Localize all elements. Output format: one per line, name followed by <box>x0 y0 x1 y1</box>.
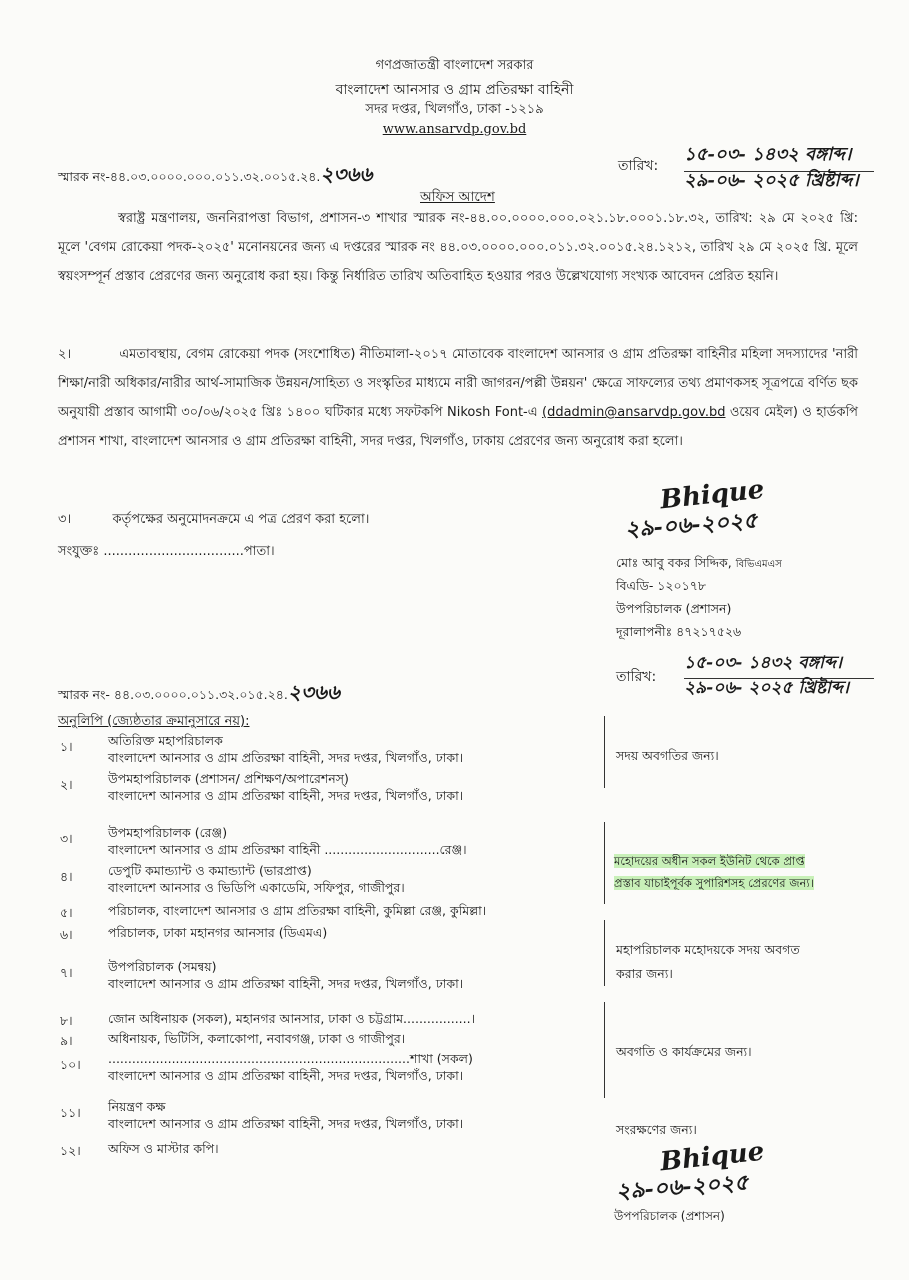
copy-item-5: ৫। পরিচালক, বাংলাদেশ আনসার ও গ্রাম প্রতিরক্ষা বাহিনী, কুমিল্লা রেঞ্জ, কুমিল্লা। <box>60 903 487 920</box>
copy-item-9: ৯। অধিনায়ক, ভিটিসি, কলাকোপা, নবাবগঞ্জ, ঢাকা ও গাজীপুর। <box>60 1031 406 1048</box>
memo-ref-handwritten: ২৩৬৬ <box>320 162 373 186</box>
copy-item-7: ৭। উপপরিচালক (সমন্বয়) বাংলাদেশ আনসার ও গ্রাম প্রতিরক্ষা বাহিনী, সদর দপ্তর, খিলগাঁও, ঢাকা। <box>60 959 464 991</box>
note-2-highlighted: মহোদয়ের অধীন সকল ইউনিট থেকে প্রাপ্ত প্রস্তাব যাচাইপূর্বক সুপারিশসহ প্রেরণের জন্য। <box>614 854 814 890</box>
org-website[interactable]: www.ansarvdp.gov.bd <box>382 122 527 137</box>
paragraph-1: স্বরাষ্ট্র মন্ত্রণালয়, জননিরাপত্তা বিভাগ, প্রশাসন-৩ শাখার স্মারক নং-৪৪.০০.০০০০.০০০.০২১.১৮.০০০১.১৮.৩২, তারিখ: ২৯ মে ২০২৫ খ্রি: মূলে 'বেগম রোকেয়া পদক-২০২৫' মনোনয়নের জন্য এ দপ্তরের স্মারক নং ৪৪.০৩.০০০০.০০০.০১১.৩২.০০১৫.২৪.১২১২, তারিখ ২৯ মে ২০২৫ খ্রি. মূলে স্বয়ংসম্পূর্ন প্রস্তাব প্রেরণের জন্য অনুরোধ করা হয়। কিন্তু নির্ধারিত তারিখ অতিবাহিত হওয়ার পরও উল্লেখযোগ্য সংখ্যক আবেদন প্রেরিত হয়নি। <box>58 211 858 284</box>
email-link[interactable]: (ddadmin@ansarvdp.gov.bd <box>542 405 726 420</box>
copy-item-12: ১২। অফিস ও মাস্টার কপি। <box>60 1141 219 1158</box>
note-3: মহাপরিচালক মহোদয়কে সদয় অবগত করার জন্য। <box>616 942 800 981</box>
copies-heading: অনুলিপি (জ্যেষ্ঠতার ক্রমানুসারে নয়): <box>58 714 250 729</box>
doc-title: অফিস আদেশ <box>420 189 495 205</box>
govt-name: গণপ্রজাতন্ত্রী বাংলাদেশ সরকার <box>375 58 534 73</box>
signature-1-date: ২৯-০৬-২০২৫ <box>624 507 759 543</box>
copy-item-1: ১। অতিরিক্ত মহাপরিচালক বাংলাদেশ আনসার ও গ্রাম প্রতিরক্ষা বাহিনী, সদর দপ্তর, খিলগাঁও, ঢাকা। <box>60 733 464 765</box>
signatory-name: মোঃ আবু বকর সিদ্দিক, বিভিএমএস <box>616 555 782 570</box>
org-name: বাংলাদেশ আনসার ও গ্রাম প্রতিরক্ষা বাহিনী <box>335 82 574 98</box>
memo-ref: স্মারক নং-৪৪.০৩.০০০০.০০০.০১১.৩২.০০১৫.২৪.২৩৬৬ <box>58 162 373 186</box>
memo2-date-english: ২৯-০৬- ২০২৫ খ্রিষ্টাব্দ। <box>684 678 849 698</box>
copy-item-3: ৩। উপমহাপরিচালক (রেঞ্জ) বাংলাদেশ আনসার ও গ্রাম প্রতিরক্ষা বাহিনী .............................রেঞ্জ। <box>60 825 467 857</box>
copy-item-2: ২। উপমহাপরিচালক (প্রশাসন/ প্রশিক্ষণ/অপারেশনস্) বাংলাদেশ আনসার ও গ্রাম প্রতিরক্ষা বাহিনী, সদর দপ্তর, খিলগাঁও, ঢাকা। <box>60 771 464 803</box>
paragraph-2: ২। এমতাবস্থায়, বেগম রোকেয়া পদক (সংশোধিত) নীতিমালা-২০১৭ মোতাবেক বাংলাদেশ আনসার ও গ্রাম প্রতিরক্ষা বাহিনীর মহিলা সদস্যাদের 'নারী শিক্ষা/নারী অধিকার/নারীর আর্থ-সামাজিক উন্নয়ন/সাহিত্য ও সংস্কৃতির মাধ্যমে নারী জাগরন/পল্লী উন্নয়ন' ক্ষেত্রে সাফল্যের তথ্য প্রমাণকসহ সূত্রপত্রে বর্ণিত ছক অনুযায়ী প্রস্তাব আগামী ৩০/০৬/২০২৫ খ্রিঃ ১৪০০ ঘটিকার মধ্যে সফটকপি Nikosh Font-এ (ddadmin@ansarvdp.gov.bd ওয়েব মেইল) ও হার্ডকপি প্রশাসন শাখা, বাংলাদেশ আনসার ও গ্রাম প্রতিরক্ষা বাহিনী, সদর দপ্তর, খিলগাঁও, ঢাকায় প্রেরণের জন্য অনুরোধ করা হলো। <box>58 347 859 449</box>
bracket-line-3 <box>604 920 605 986</box>
signature-2: Bhique <box>658 1136 766 1178</box>
signatory-designation: উপপরিচালক (প্রশাসন) <box>616 601 732 616</box>
memo2-date-bangla: ১৫-০৩- ১৪৩২ বঙ্গাব্দ। <box>684 650 874 679</box>
date-english: ২৯-০৬- ২০২৫ খ্রিষ্টাব্দ। <box>684 170 859 191</box>
signatory-id: বিএডি- ১২০১৭৮ <box>616 578 707 593</box>
note-4: অবগতি ও কার্যক্রমের জন্য। <box>616 1044 752 1059</box>
signature-1: Bhique <box>658 474 766 516</box>
copy-item-4: ৪। ডেপুটি কমান্ড্যান্ট ও কমান্ড্যান্ট (ভারপ্রাপ্ত) বাংলাদেশ আনসার ও ভিডিপি একাডেমি, সফিপুর, গাজীপুর। <box>60 863 405 895</box>
bracket-line-2 <box>604 822 605 904</box>
attachment-line: সংযুক্তঃ ..................................পাতা। <box>58 544 275 559</box>
copy-item-8: ৮। জোন অধিনায়ক (সকল), মহানগর আনসার, ঢাকা ও চট্টগ্রাম.................। <box>60 1011 476 1028</box>
memo2-date-label: তারিখ: <box>616 669 657 685</box>
note-1: সদয় অবগতির জন্য। <box>616 748 719 763</box>
paragraph-3: ৩। কর্তৃপক্ষের অনুমোদনক্রমে এ পত্র প্রেরণ করা হলো। <box>58 512 370 527</box>
paragraph-2-number: ২। <box>58 347 72 362</box>
signatory2-designation: উপপরিচালক (প্রশাসন) <box>614 1209 725 1223</box>
date-label: তারিখ: <box>618 158 659 174</box>
bracket-line-4 <box>604 1002 605 1098</box>
signatory-phone: দূরালাপনীঃ ৪৭২১৭৫২৬ <box>616 624 742 639</box>
copy-item-11: ১১। নিয়ন্ত্রণ কক্ষ বাংলাদেশ আনসার ও গ্রাম প্রতিরক্ষা বাহিনী, সদর দপ্তর, খিলগাঁও, ঢাকা। <box>60 1099 464 1131</box>
bracket-line-1 <box>604 716 605 788</box>
signature-2-date: ২৯-০৬-২০২৫ <box>615 1169 750 1205</box>
date-bangla: ১৫-০৩- ১৪৩২ বঙ্গাব্দ। <box>684 140 874 172</box>
org-address: সদর দপ্তর, খিলগাঁও, ঢাকা -১২১৯ <box>365 102 544 117</box>
memo2-ref-handwritten: ২৩৬৬ <box>287 680 340 704</box>
memo2-ref: স্মারক নং- ৪৪.০৩.০০০০.০১১.৩২.০১৫.২৪.২৩৬৬ <box>58 680 340 704</box>
copy-item-10: ১০। ............................................................................শাখা (সকল) বাংলাদেশ আনসার ও গ্রাম প্রতিরক্ষা বাহিনী, সদর দপ্তর, খিলগাঁও, ঢাকা। <box>60 1051 473 1083</box>
copy-item-6: ৬। পরিচালক, ঢাকা মহানগর আনসার (ডিএমএ) <box>60 925 328 942</box>
note-5: সংরক্ষণের জন্য। <box>616 1122 697 1137</box>
